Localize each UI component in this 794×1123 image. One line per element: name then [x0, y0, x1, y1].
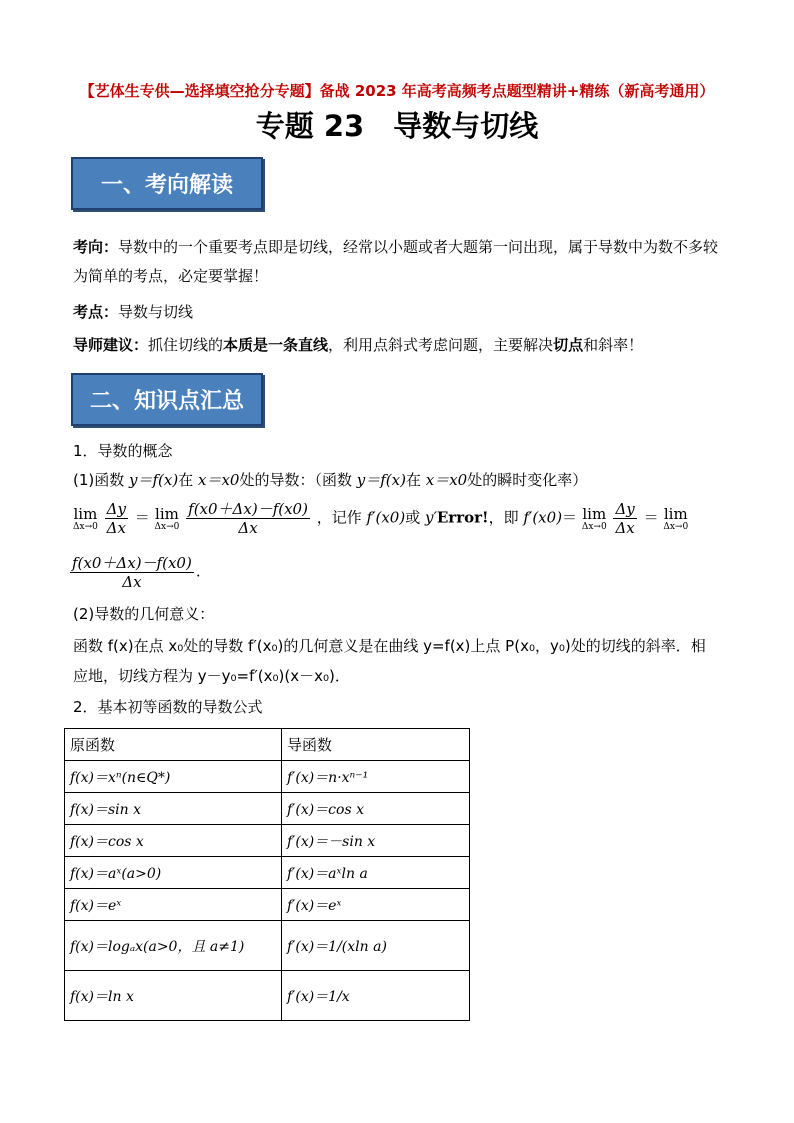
y-eq-fx-1: y＝f(x) — [129, 471, 179, 489]
geo-text-1: 函数 f(x)在点 x₀处的导数 f′(x₀)的几何意义是在曲线 y=f(x)上点 P(x₀，y₀)处的切线的斜率．相 — [73, 637, 706, 655]
table-cell: f(x)＝ln x — [65, 971, 282, 1021]
page-title: 专题 23 导数与切线 — [255, 109, 539, 143]
derivative-table — [64, 728, 470, 1021]
lim-4-sub: Δx→0 — [663, 522, 689, 532]
def-error: Error! — [436, 508, 489, 527]
table-header-cell-2: 导函数 — [282, 729, 470, 761]
kaoxiang-paragraph — [73, 233, 723, 291]
table-header-cell-1: 原函数 — [65, 729, 282, 761]
series-header: 【艺体生专供—选择填空抢分专题】备战 2023 年高考高频考点题型精讲+精练（新高考通用） — [79, 82, 715, 100]
kaodian-text: 导数与切线 — [118, 303, 194, 321]
frac-dy-2: Δy — [615, 500, 635, 518]
table-row — [65, 857, 470, 889]
table-cell: f(x)＝eˣ — [65, 889, 282, 921]
fx0-2: f′(x0) — [523, 508, 563, 527]
item1-heading: 1．导数的概念 — [73, 442, 173, 460]
item1-1-c: 处的导数：（函数 — [239, 471, 357, 489]
lim-1-sub: Δx→0 — [73, 522, 98, 532]
section-banner-2-label: 二、知识点汇总 — [89, 389, 244, 414]
x-eq-x0-2: x＝x0 — [425, 471, 468, 489]
lim-3-text: lim — [582, 505, 607, 523]
yprime: y′ — [424, 508, 437, 527]
item1-1-a: (1)函数 — [73, 471, 130, 489]
table-cell: f(x)＝logₐx(a>0，且 a≠1) — [65, 921, 282, 971]
eq-sign-3: ＝ — [643, 508, 659, 527]
kaoxiang-label: 考向： — [73, 238, 119, 256]
table-header-row — [65, 729, 470, 761]
advice-text-c: ，利用点斜式考虑问题，主要解决 — [328, 336, 554, 354]
frac-dy-1: Δy — [106, 500, 126, 518]
frac-dy-dx-1 — [105, 500, 128, 537]
table-cell: f′(x)＝－sin x — [282, 825, 470, 857]
table-row — [65, 971, 470, 1021]
item1-1-e: 处的瞬时变化率） — [467, 471, 588, 489]
advice-paragraph — [73, 331, 723, 360]
item2-heading: 2．基本初等函数的导数公式 — [73, 698, 263, 716]
table-cell: f(x)＝xⁿ(n∈Q*) — [65, 761, 282, 793]
frac-f-1 — [186, 500, 310, 537]
derivative-definition-cont — [68, 554, 201, 591]
frac-f-num-2: f(x0＋Δx)－f(x0) — [72, 554, 192, 572]
lim-3 — [582, 505, 607, 532]
lim-1-text: lim — [73, 505, 98, 523]
table-cell: f′(x)＝n·xⁿ⁻¹ — [282, 761, 470, 793]
table-row — [65, 793, 470, 825]
item1-1-d: 在 — [405, 471, 426, 489]
table-cell: f′(x)＝cos x — [282, 793, 470, 825]
advice-text-a: 抓住切线的 — [148, 336, 224, 354]
section-banner-1 — [71, 157, 263, 210]
advice-text-e: 和斜率！ — [583, 336, 644, 354]
table-cell: f(x)＝aˣ(a>0) — [65, 857, 282, 889]
kaoxiang-text: 导数中的一个重要考点即是切线，经常以小题或者大题第一问出现，属于导数中为数不多较为简单的考点，必定要掌握！ — [73, 238, 719, 285]
lim-1 — [73, 505, 98, 532]
eq-sign-2: ＝ — [562, 508, 578, 527]
table-cell: f′(x)＝eˣ — [282, 889, 470, 921]
def-note: ，记作 — [316, 508, 367, 527]
lim-3-sub: Δx→0 — [581, 522, 607, 532]
fx0-1: f′(x0) — [366, 508, 406, 527]
def-or: 或 — [405, 508, 425, 527]
kaodian-paragraph — [73, 298, 723, 327]
item1-1-b: 在 — [178, 471, 199, 489]
def-ie: ，即 — [488, 508, 524, 527]
kaodian-label: 考点： — [73, 303, 119, 321]
item1-1-text — [73, 466, 723, 495]
x-eq-x0-1: x＝x0 — [198, 471, 240, 489]
table-row — [65, 825, 470, 857]
geo-text-2: 应地，切线方程为 y－y₀=f′(x₀)(x－x₀)． — [73, 667, 350, 685]
def-end-period: . — [195, 562, 201, 581]
table-row — [65, 921, 470, 971]
frac-f-den-1: Δx — [238, 519, 258, 537]
table-cell: f′(x)＝1/x — [282, 971, 470, 1021]
lim-2-sub: Δx→0 — [154, 522, 180, 532]
frac-f-den-2: Δx — [122, 573, 142, 591]
derivative-definition — [73, 500, 733, 537]
y-eq-fx-2: y＝f(x) — [356, 471, 406, 489]
section-banner-1-label: 一、考向解读 — [100, 173, 233, 198]
table-cell: f(x)＝sin x — [65, 793, 282, 825]
frac-f-2 — [70, 554, 194, 591]
table-row — [65, 889, 470, 921]
item1-2-heading: (2)导数的几何意义： — [73, 605, 215, 623]
frac-dx-1: Δx — [106, 519, 126, 537]
frac-dx-2: Δx — [615, 519, 635, 537]
table-cell: f(x)＝cos x — [65, 825, 282, 857]
lim-2-text: lim — [155, 505, 179, 523]
lim-4 — [663, 505, 688, 532]
frac-f-num-1: f(x0＋Δx)－f(x0) — [188, 500, 308, 518]
table-cell: f′(x)＝aˣln a — [282, 857, 470, 889]
frac-dy-dx-2 — [613, 500, 636, 537]
table-cell: f′(x)＝1/(xln a) — [282, 921, 470, 971]
lim-4-text: lim — [663, 505, 688, 523]
table-row — [65, 761, 470, 793]
section-banner-2 — [71, 373, 263, 426]
advice-text-b: 本质是一条直线 — [223, 336, 329, 354]
advice-text-d: 切点 — [553, 336, 584, 354]
lim-2 — [155, 505, 180, 532]
eq-sign-1: ＝ — [134, 508, 150, 527]
advice-label: 导师建议： — [73, 336, 149, 354]
